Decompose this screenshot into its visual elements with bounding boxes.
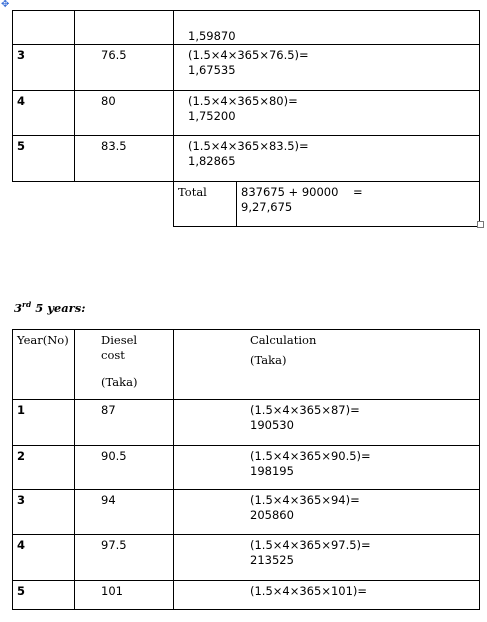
table-row bbox=[13, 11, 480, 45]
header-calculation-unit: (Taka) bbox=[250, 353, 287, 367]
calculation-cell bbox=[174, 490, 480, 535]
header-calculation bbox=[174, 330, 480, 400]
table-row bbox=[13, 136, 480, 182]
header-calculation-label: Calculation bbox=[250, 333, 317, 347]
diesel-cost-cell: 83.5 bbox=[75, 136, 174, 182]
diesel-cost-cell: 87 bbox=[75, 400, 174, 446]
calculation-formula: (1.5×4×365×76.5)= bbox=[188, 48, 309, 62]
calculation-cell bbox=[174, 11, 480, 45]
table-move-handle-icon[interactable]: ✥ bbox=[1, 0, 10, 10]
calculation-result: 198195 bbox=[250, 464, 294, 478]
table-row bbox=[13, 581, 480, 610]
diesel-cost-cell: 90.5 bbox=[75, 446, 174, 490]
cost-table-third-5-years bbox=[12, 329, 480, 610]
calculation-result: 1,59870 bbox=[188, 29, 236, 43]
cost-table-continued bbox=[12, 10, 480, 227]
calculation-formula: (1.5×4×365×101)= bbox=[250, 584, 368, 598]
diesel-cost-cell bbox=[75, 11, 174, 45]
table-row bbox=[13, 535, 480, 581]
diesel-cost-cell: 101 bbox=[75, 581, 174, 610]
calculation-cell bbox=[174, 581, 480, 610]
calculation-cell bbox=[174, 45, 480, 91]
calculation-cell bbox=[174, 446, 480, 490]
year-cell bbox=[13, 11, 75, 45]
header-diesel-unit: (Taka) bbox=[101, 375, 138, 389]
total-result: 9,27,675 bbox=[241, 200, 293, 214]
year-cell: 5 bbox=[13, 581, 75, 610]
section-heading bbox=[14, 300, 85, 315]
header-diesel-cost bbox=[75, 330, 174, 400]
calculation-result: 190530 bbox=[250, 418, 294, 432]
table-resize-handle[interactable] bbox=[477, 221, 484, 228]
diesel-cost-cell: 80 bbox=[75, 91, 174, 136]
calculation-formula: (1.5×4×365×94)= bbox=[250, 493, 360, 507]
header-row bbox=[13, 330, 480, 400]
calculation-cell bbox=[174, 535, 480, 581]
diesel-cost-cell: 97.5 bbox=[75, 535, 174, 581]
calculation-result: 1,82865 bbox=[188, 154, 236, 168]
header-cost-label: cost bbox=[101, 348, 125, 362]
calculation-cell bbox=[174, 136, 480, 182]
calculation-result: 1,75200 bbox=[188, 109, 236, 123]
year-cell: 1 bbox=[13, 400, 75, 446]
year-cell: 5 bbox=[13, 136, 75, 182]
table-row bbox=[13, 400, 480, 446]
calculation-result: 213525 bbox=[250, 553, 294, 567]
year-cell: 4 bbox=[13, 91, 75, 136]
calculation-formula: (1.5×4×365×87)= bbox=[250, 403, 360, 417]
calculation-formula: (1.5×4×365×97.5)= bbox=[250, 538, 371, 552]
calculation-result: 1,67535 bbox=[188, 63, 236, 77]
header-year: Year(No) bbox=[13, 330, 75, 400]
heading-text: 5 years: bbox=[31, 300, 86, 315]
calculation-formula: (1.5×4×365×83.5)= bbox=[188, 139, 309, 153]
heading-number: 3 bbox=[14, 300, 23, 315]
year-cell: 3 bbox=[13, 490, 75, 535]
table-row bbox=[13, 45, 480, 91]
year-cell: 4 bbox=[13, 535, 75, 581]
table-row bbox=[13, 91, 480, 136]
calculation-formula: (1.5×4×365×80)= bbox=[188, 94, 298, 108]
header-diesel-label: Diesel bbox=[101, 333, 138, 347]
year-cell: 3 bbox=[13, 45, 75, 91]
diesel-cost-cell: 76.5 bbox=[75, 45, 174, 91]
heading-ordinal-suffix: rd bbox=[22, 300, 32, 309]
total-sum: 837675 + 90000 = bbox=[241, 185, 363, 199]
year-cell: 2 bbox=[13, 446, 75, 490]
calculation-formula: (1.5×4×365×90.5)= bbox=[250, 449, 371, 463]
calculation-result: 205860 bbox=[250, 508, 294, 522]
blank-cell bbox=[13, 182, 174, 227]
calculation-cell bbox=[174, 91, 480, 136]
total-label: Total bbox=[174, 182, 237, 227]
table-row bbox=[13, 446, 480, 490]
calculation-cell bbox=[174, 400, 480, 446]
diesel-cost-cell: 94 bbox=[75, 490, 174, 535]
table-row bbox=[13, 490, 480, 535]
total-row bbox=[13, 182, 480, 227]
total-value-cell bbox=[237, 182, 480, 227]
